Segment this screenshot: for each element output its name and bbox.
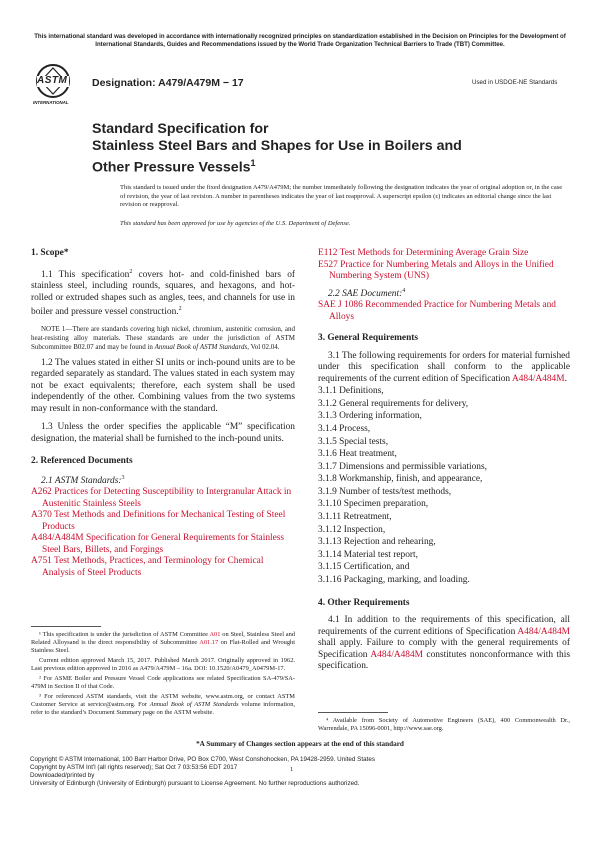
left-column bbox=[31, 248, 295, 579]
reference-item: A751 Test Methods, Practices, and Terminology for Chemical Analysis of Steel Products bbox=[31, 556, 264, 578]
footnote-3: ³ For referenced ASTM standards, visit the ASTM website, www.astm.org, or contact ASTM Customer Service at service@astm.org. For Annual Book of ASTM Standards volume information, refer to the standard’s Document Summary page on the ASTM website. bbox=[31, 692, 296, 717]
reference-item: A370 Test Methods and Definitions for Mechanical Testing of Steel Products bbox=[31, 510, 286, 532]
title-line-1: Standard Specification for bbox=[92, 121, 269, 137]
footnote-divider bbox=[318, 712, 388, 713]
other-paragraph-1: 4.1 In addition to the requirements of this specification, all requirements of the current editions of Specification A484/A484M shall apply. Failure to comply with the general requirements of Specification A484/A484M constitutes nonconformance with this specification. bbox=[318, 615, 570, 672]
title-line-3 bbox=[92, 155, 512, 177]
logo-text: ASTM bbox=[37, 75, 68, 86]
list-item: 3.1.14 Material test report, bbox=[318, 549, 418, 560]
scope-paragraph-3: 1.3 Unless the order specifies the applicable “M” specification designation, the material shall be furnished to the inch-pound units. bbox=[31, 422, 295, 444]
scope-paragraph-2: 1.2 The values stated in either SI units or inch-pound units are to be regarded separately as standard. The values stated in each system may not be exact equivalents; therefore, each system shall be used independently of the other. Combining values from the two systems may result in non-conformance with the standard. bbox=[31, 357, 295, 414]
list-item: 3.1.2 General requirements for delivery, bbox=[318, 398, 469, 409]
committee-a01-link[interactable]: A01 bbox=[209, 631, 221, 638]
section-heading-referenced-documents: 2. Referenced Documents bbox=[31, 456, 133, 467]
astm-logo bbox=[33, 62, 73, 110]
approval-note: This standard has been approved for use by agencies of the U.S. Department of Defense. bbox=[120, 220, 351, 227]
list-item: 3.1.3 Ordering information, bbox=[318, 411, 422, 422]
issuance-note: This standard is issued under the fixed designation A479/A479M; the number immediately following the designation indicates the year of original adoption or, in the case of revision, the year of last revision. A number in parentheses indicates the year of last reapproval. A superscript epsilon (ε) indicates an editorial change since the last revision or reapproval. bbox=[120, 184, 563, 208]
summary-of-changes-note: *A Summary of Changes section appears at the end of this standard bbox=[196, 740, 404, 748]
footnotes-left bbox=[31, 631, 295, 719]
list-item: 3.1.1 Definitions, bbox=[318, 386, 384, 397]
footnote-1: ¹ This specification is under the jurisdiction of ASTM Committee A01 on Steel, Stainless Steel and Related Alloysand is the direct responsibility of Subcommittee A01.17 on Flat-Rolled and Wrought Stainless Steel. bbox=[31, 631, 296, 655]
list-item: 3.1.8 Workmanship, finish, and appearance, bbox=[318, 474, 483, 485]
download-line: Downloaded/printed by bbox=[30, 772, 95, 780]
section-heading-other-requirements: 4. Other Requirements bbox=[318, 597, 410, 608]
logo-subtext: INTERNATIONAL bbox=[33, 100, 69, 105]
list-item: 3.1.16 Packaging, marking, and loading. bbox=[318, 575, 470, 586]
designation: Designation: A479/A479M − 17 bbox=[92, 77, 244, 89]
copyright-line-2: Copyright by ASTM Int'l (all rights reserved); Sat Oct 7 03:53:56 EDT 2017 bbox=[30, 764, 238, 772]
scope-note-1: NOTE 1—There are standards covering high nickel, chromium, austenitic corrosion, and heat-resisting alloy materials. These standards are under the jurisdiction of ASTM Subcommittee B02.07 and may be found in Annual Book of ASTM Standards, Vol 02.04. bbox=[31, 324, 295, 351]
reference-link-a370[interactable]: A370 bbox=[31, 510, 52, 521]
reference-item: A484/A484M Specification for General Requirements for Stainless Steel Bars, Billets, and Forgings bbox=[31, 533, 285, 555]
list-item: 3.1.10 Specimen preparation, bbox=[318, 499, 429, 510]
spec-link-a484-2[interactable]: A484/A484M bbox=[370, 649, 423, 660]
used-in-label: Used in USDOE-NE Standards bbox=[472, 79, 558, 86]
reference-link-a262[interactable]: A262 bbox=[31, 487, 52, 498]
page-title bbox=[92, 121, 512, 177]
right-column bbox=[318, 248, 570, 673]
sae-document-label: 2.2 SAE Document:$^4$ bbox=[328, 287, 406, 299]
footnote-1-edition: Current edition approved March 15, 2017. Published March 2017. Originally approved in 1962. Last previous edition approved in 2016 as A479/A479M – 16a. DOI: 10.1520/A0479_A0479M-17. bbox=[31, 657, 295, 673]
spec-link-a484[interactable]: A484/A484M bbox=[511, 373, 565, 384]
list-item: 3.1.4 Process, bbox=[318, 423, 371, 434]
reference-link-sae-j1086[interactable]: SAE J 1086 bbox=[318, 300, 363, 311]
page-number: 1 bbox=[290, 766, 294, 773]
astm-standards-label: 2.1 ASTM Standards:$^3$ bbox=[41, 474, 125, 486]
list-item: 3.1.12 Inspection, bbox=[318, 524, 386, 535]
reference-item: E112 Test Methods for Determining Average Grain Size bbox=[318, 248, 529, 258]
footnote-divider bbox=[31, 626, 101, 627]
reference-link-e527[interactable]: E527 bbox=[318, 259, 338, 270]
section-heading-scope: 1. Scope* bbox=[31, 248, 69, 258]
list-item: 3.1.7 Dimensions and permissible variations, bbox=[318, 461, 487, 472]
wto-notice: This international standard was developed in accordance with internationally recognized principles on standardization established in the Decision on Principles for the Development of International Standards, Guides and Recommendations issued by the World Trade Organization Technical Barriers to Trade (TBT) Committee. bbox=[34, 33, 566, 48]
section-heading-general-requirements: 3. General Requirements bbox=[318, 333, 419, 344]
reference-link-e112[interactable]: E112 bbox=[318, 248, 338, 258]
reference-item: SAE J 1086 Recommended Practice for Numbering Metals and Alloys bbox=[318, 300, 556, 322]
title-line-3-text: Other Pressure Vessels bbox=[92, 159, 251, 176]
license-line: University of Edinburgh (University of Edinburgh) pursuant to License Agreement. No further reproductions authorized. bbox=[30, 780, 360, 788]
reference-link-a751[interactable]: A751 bbox=[31, 556, 52, 567]
reference-item: E527 Practice for Numbering Metals and Alloys in the Unified Numbering System (UNS) bbox=[318, 259, 554, 281]
copyright-line: Copyright © ASTM International, 100 Barr Harbor Drive, PO Box C700, West Conshohocken, PA 19428-2959. United States bbox=[30, 756, 375, 763]
general-paragraph-1: 3.1 The following requirements for orders for material furnished under this specification shall conform to the applicable requirements of the current edition of Specification A484/A484M. bbox=[318, 350, 570, 384]
list-item: 3.1.13 Rejection and rehearing, bbox=[318, 537, 436, 548]
general-requirements-list bbox=[318, 385, 570, 587]
reference-link-a484[interactable]: A484/A484M bbox=[31, 533, 84, 544]
scope-paragraph-1: 1.1 This specification$^2$ covers hot- and cold-finished bars of stainless steel, including rounds, squares, and hexagons, and hot-rolled or extruded shapes such as angles, tees, and channels for use in boiler and pressure vessel construction.$^2$ bbox=[31, 268, 295, 318]
list-item: 3.1.5 Special tests, bbox=[318, 436, 389, 447]
footnotes-right bbox=[318, 717, 570, 735]
reference-item: A262 Practices for Detecting Susceptibility to Intergranular Attack in Austenitic Stainless Steels bbox=[31, 487, 292, 509]
list-item: 3.1.6 Heat treatment, bbox=[318, 449, 397, 460]
list-item: 3.1.15 Certification, and bbox=[318, 562, 410, 573]
title-line-2: Stainless Steel Bars and Shapes for Use in Boilers and bbox=[92, 138, 462, 154]
spec-link-a484-1[interactable]: A484/A484M bbox=[517, 626, 570, 637]
copyright-block bbox=[30, 756, 575, 788]
list-item: 3.1.11 Retreatment, bbox=[318, 512, 392, 523]
footnote-4: ⁴ Available from Society of Automotive Engineers (SAE), 400 Commonwealth Dr., Warrendale, PA 15096-0001, http://www.sae.org. bbox=[318, 717, 570, 733]
footnote-2: ² For ASME Boiler and Pressure Vessel Code applications see related Specification SA-479/SA-479M in Section II of that Code. bbox=[31, 675, 295, 691]
list-item: 3.1.9 Number of tests/test methods, bbox=[318, 486, 452, 497]
subcommittee-a0117-link[interactable]: A01.17 bbox=[199, 639, 219, 647]
title-footnote-mark: 1 bbox=[250, 158, 256, 168]
